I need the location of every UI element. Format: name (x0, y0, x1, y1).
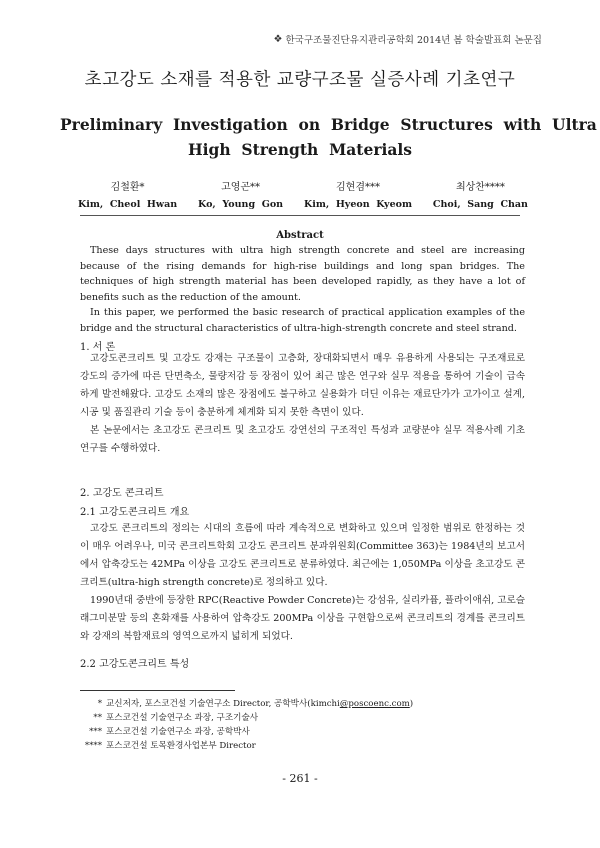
footnote-text: 포스코건설 기술연구소 과장, 구조기술사 (106, 713, 259, 723)
subsection-2-1-body (80, 520, 525, 646)
footnote (80, 725, 413, 739)
author-korean-name: 최상찬**** (455, 182, 505, 193)
author-english-name: Ko, Young Gon (198, 199, 284, 210)
footnote-text: 포스코건설 토목환경사업본부 Director (106, 741, 256, 751)
abstract-paragraph: These days structures with ultra high strength concrete and steel are increasing because of the rising demands for high-rise buildings and long span bridges. The techniques of high strength material has been developed rapidly, as they have a lot of benefits such as the reduction of the amount. (80, 245, 525, 303)
page-number: - 261 - (282, 772, 318, 785)
footnote-tail: ) (409, 699, 414, 709)
email-link[interactable]: @poscoenc.com (339, 699, 410, 709)
diamond-icon: ❖ (273, 33, 283, 45)
author-korean-name: 김철환* (110, 182, 145, 193)
body-paragraph: 고강도 콘크리트의 정의는 시대의 흐름에 따라 계속적으로 변화하고 있으며 일정한 범위로 한정하는 것이 매우 어려우나, 미국 콘크리트학회 고강도 콘크리트 분과위원회(Committee 363)는 1984년의 보고서에서 압축강도는 42MPa 이상을 고강도 콘크리트로 분류하였다. 최근에는 1,050MPa 이상을 초고강도 콘크리트(ultra-high strength concrete)로 정의하고 있다. (80, 523, 525, 588)
english-title (60, 112, 597, 162)
footnote-marker: * (97, 699, 102, 709)
subsection-heading-2-1: 2.1 고강도콘크리트 개요 (80, 507, 190, 518)
section-1-body (80, 350, 525, 458)
author-korean-name: 김현겸*** (336, 182, 380, 193)
footnote (80, 739, 413, 753)
footnote-divider (80, 690, 235, 691)
author (433, 179, 528, 213)
footnote (80, 697, 413, 711)
section-heading-2: 2. 고강도 콘크리트 (80, 488, 164, 499)
author (198, 179, 283, 213)
footnote-text: 포스코건설 기술연구소 과장, 공학박사 (106, 727, 250, 737)
abstract-body (80, 243, 525, 336)
footnote-marker: **** (84, 741, 102, 751)
body-paragraph: 고강도콘크리트 및 고강도 강재는 구조물이 고층화, 장대화되면서 매우 유용하게 사용되는 구조재료로 강도의 증가에 따른 단면축소, 물량저감 등 장점이 있어 최근 많은 연구와 실무 적용을 통하여 기술이 급속하게 발전해왔다. 고강도 소재의 많은 장점에도 불구하고 실용화가 더딘 이유는 재료단가가 고가이고 설계, 시공 및 품질관리 기술 등이 충분하게 체계화 되지 못한 측면이 있다. (80, 353, 525, 418)
english-title-line-1: Preliminary Investigation on Bridge Structures with Ultra (60, 115, 597, 134)
body-paragraph: 1990년대 중반에 등장한 RPC(Reactive Powder Concrete)는 강섬유, 실리카퓸, 플라이애쉬, 고로슬래그미분말 등의 혼화재를 사용하여 압축강도 200MPa 이상을 구현함으로써 콘크리트의 경계를 콘크리트와 강재의 복합재료의 영역으로까지 넓히게 되었다. (80, 595, 525, 642)
english-title-line-2: High Strength Materials (187, 140, 413, 159)
author-english-name: Kim, Hyeon Kyeom (303, 199, 413, 210)
abstract-heading: Abstract (276, 230, 324, 241)
conference-name: 한국구조물진단유지관리공학회 2014년 봄 학술발표회 논문집 (285, 35, 542, 46)
author-english-name: Choi, Sang Chan (432, 199, 528, 210)
subsection-heading-2-2: 2.2 고강도콘크리트 특성 (80, 659, 190, 670)
footnote-marker: ** (93, 713, 102, 723)
body-paragraph: 본 논문에서는 초고강도 콘크리트 및 초고강도 강연선의 구조적인 특성과 교량분야 실무 적용사례 기초연구를 수행하였다. (80, 425, 525, 454)
abstract-paragraph: In this paper, we performed the basic research of practical application examples of the bridge and the structural characteristics of ultra-high-strength concrete and steel strand. (80, 307, 525, 334)
author-korean-name: 고영곤** (221, 182, 261, 193)
author-english-name: Kim, Cheol Hwan (78, 199, 178, 210)
author (304, 179, 412, 213)
footnotes (80, 697, 413, 753)
korean-title: 초고강도 소재를 적용한 교량구조물 실증사례 기초연구 (84, 70, 516, 90)
author-list (78, 179, 528, 213)
conference-header (274, 32, 542, 46)
footnote (80, 711, 413, 725)
footnote-text: 교신저자, 포스코건설 기술연구소 Director, 공학박사(kimchi (106, 699, 340, 709)
footnote-marker: *** (89, 727, 102, 737)
section-heading-1: 1. 서 론 (80, 342, 116, 353)
author (78, 179, 177, 213)
title-divider (80, 215, 520, 216)
